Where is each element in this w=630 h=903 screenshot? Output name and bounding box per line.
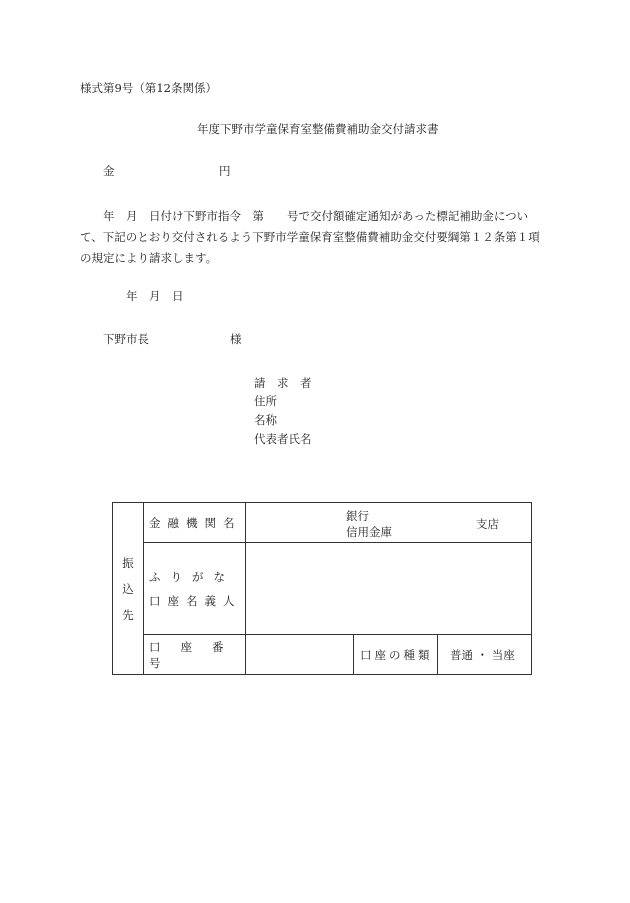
account-number-input-cell[interactable] — [246, 635, 354, 675]
addressee-name: 下野市長 — [103, 332, 149, 346]
bank-type-bank: 銀行 — [346, 509, 369, 523]
body-line-2: て、下記のとおり交付されるよう下野市学童保育室整備費補助金交付要綱第１２条第１項 — [80, 230, 540, 244]
bank-type-credit-union: 信用金庫 — [346, 525, 392, 539]
furigana-label: ふりがな — [149, 569, 235, 584]
request-body — [80, 206, 552, 269]
side-char-3: 先 — [122, 607, 134, 622]
branch-label: 支店 — [476, 517, 499, 531]
side-char-2: 込 — [122, 581, 134, 596]
form-number: 様式第9号（第12条関係） — [80, 81, 217, 95]
holder-label: 口座名義人 — [149, 593, 242, 608]
holder-label-cell — [144, 543, 246, 635]
account-number-label-cell — [144, 635, 246, 675]
request-date: 年 月 日 — [126, 289, 184, 303]
claimant-representative-label: 代表者氏名 — [254, 432, 312, 446]
body-line-1: 年 月 日付け下野市指令 第 号で交付額確定通知があった標記補助金につい — [103, 209, 529, 223]
addressee-honorific: 様 — [230, 332, 242, 346]
claimant-heading: 請 求 者 — [254, 376, 312, 390]
account-type-options: 普通 ・ 当座 — [450, 647, 515, 662]
account-type-options-cell[interactable] — [438, 635, 532, 675]
amount-suffix: 円 — [219, 164, 231, 178]
account-type-label: 口座の種類 — [360, 647, 433, 662]
bank-input-cell[interactable] — [246, 503, 532, 543]
body-line-3: の規定により請求します。 — [80, 251, 218, 265]
holder-input-cell[interactable] — [246, 543, 532, 635]
bank-label-cell — [144, 503, 246, 543]
bank-label: 金融機関名 — [149, 515, 242, 530]
transfer-side-label — [113, 503, 144, 675]
account-type-label-cell — [354, 635, 438, 675]
side-char-1: 振 — [122, 555, 134, 570]
transfer-destination-table — [112, 502, 532, 675]
claimant-name-label: 名称 — [254, 413, 277, 427]
amount-prefix: 金 — [103, 164, 115, 178]
document-title: 年度下野市学童保育室整備費補助金交付請求書 — [197, 122, 439, 136]
account-number-label: 口座番号 — [149, 639, 244, 670]
claimant-address-label: 住所 — [254, 394, 277, 408]
